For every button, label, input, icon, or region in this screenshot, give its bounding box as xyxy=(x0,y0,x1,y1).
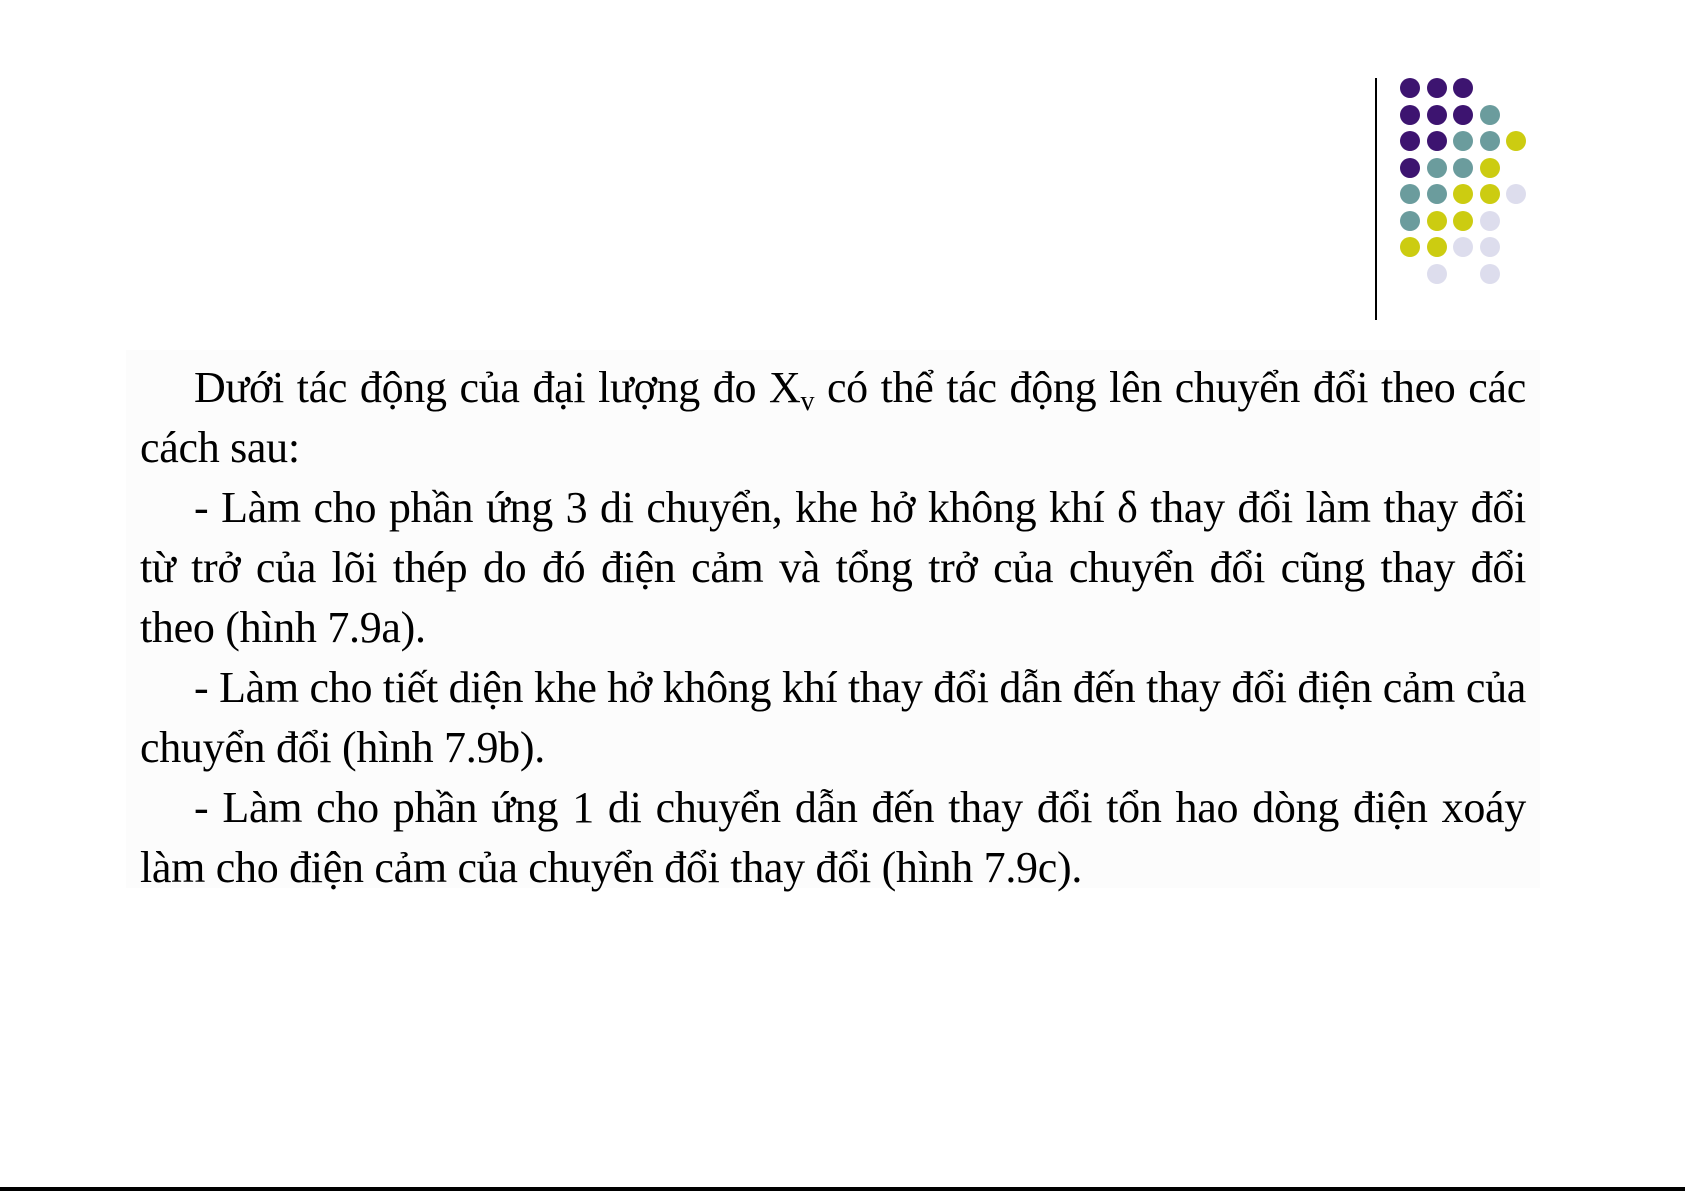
intro-text-after: có thể tác động lên chuyển đổi theo các cách sau: xyxy=(140,363,1526,472)
body-text-block xyxy=(126,350,1540,892)
decorative-dot xyxy=(1400,184,1420,204)
decorative-dot xyxy=(1453,105,1473,125)
decorative-dot xyxy=(1427,184,1447,204)
decorative-dot xyxy=(1480,184,1500,204)
decorative-dot xyxy=(1480,211,1500,231)
decorative-dot xyxy=(1400,237,1420,257)
decorative-dot xyxy=(1427,105,1447,125)
decorative-dot xyxy=(1506,184,1526,204)
decorative-dot xyxy=(1427,237,1447,257)
dot-pattern-decoration xyxy=(1400,78,1540,288)
decorative-dot xyxy=(1480,264,1500,284)
subscript-v: v xyxy=(800,386,815,417)
decorative-dot xyxy=(1453,131,1473,151)
vertical-divider xyxy=(1375,78,1377,320)
decorative-dot xyxy=(1453,78,1473,98)
list-item-1: - Làm cho phần ứng 3 di chuyển, khe hở không khí δ thay đổi làm thay đổi từ trở của lõi thép do đó điện cảm và tổng trở của chuyển đổi cũng thay đổi theo (hình 7.9a). xyxy=(140,483,1526,652)
bottom-border-line xyxy=(0,1187,1685,1191)
list-item-3: - Làm cho phần ứng 1 di chuyển dẫn đến thay đổi tổn hao dòng điện xoáy làm cho điện cảm của chuyển đổi thay đổi (hình 7.9c). xyxy=(140,783,1526,892)
decorative-dot xyxy=(1480,158,1500,178)
decorative-dot xyxy=(1400,211,1420,231)
decorative-dot xyxy=(1480,105,1500,125)
decorative-dot xyxy=(1453,184,1473,204)
list-item-2: - Làm cho tiết diện khe hở không khí thay đổi dẫn đến thay đổi điện cảm của chuyển đổi (hình 7.9b). xyxy=(140,663,1526,772)
decorative-dot xyxy=(1427,264,1447,284)
intro-text-before: Dưới tác động của đại lượng đo X xyxy=(194,363,801,412)
decorative-dot xyxy=(1427,78,1447,98)
decorative-dot xyxy=(1480,237,1500,257)
decorative-dot xyxy=(1453,211,1473,231)
decorative-dot xyxy=(1400,105,1420,125)
decorative-dot xyxy=(1453,237,1473,257)
decorative-dot xyxy=(1427,158,1447,178)
decorative-dot xyxy=(1400,78,1420,98)
decorative-dot xyxy=(1506,131,1526,151)
decorative-dot xyxy=(1427,131,1447,151)
decorative-dot xyxy=(1427,211,1447,231)
decorative-dot xyxy=(1400,158,1420,178)
decorative-dot xyxy=(1453,158,1473,178)
decorative-dot xyxy=(1480,131,1500,151)
intro-paragraph xyxy=(140,358,1526,478)
decorative-dot xyxy=(1400,131,1420,151)
